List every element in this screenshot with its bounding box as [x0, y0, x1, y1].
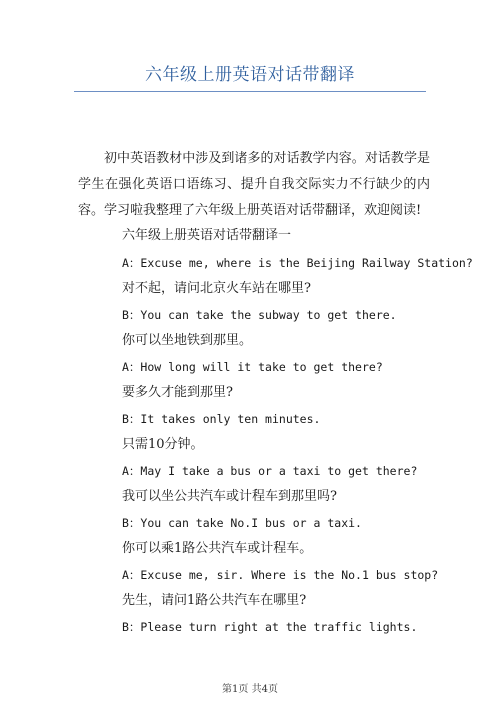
dialog-line-english: B：Please turn right at the traffic lights. [122, 620, 418, 634]
dialog-line-chinese: 先生，请问1路公共汽车在哪里? [122, 593, 307, 608]
dialog-line-english: B：You can take No.I bus or a taxi. [122, 516, 362, 530]
dialog-line-chinese: 你可以乘1路公共汽车或计程车。 [122, 541, 313, 556]
dialog-line-english: A：Excuse me, sir. Where is the No.1 bus stop? [122, 568, 439, 582]
dialog-line-english: A：How long will it take to get there? [122, 360, 383, 374]
page-number-footer: 第1页 共4页 [222, 684, 278, 695]
dialog-line-english: A：May I take a bus or a taxi to get there? [122, 464, 418, 478]
dialog-line-english: B：You can take the subway to get there. [122, 308, 397, 322]
dialog-line-chinese: 只需10分钟。 [122, 437, 204, 452]
dialog-line-english: B：It takes only ten minutes. [122, 412, 321, 426]
dialog-line-english: A：Excuse me, where is the Beijing Railway Station? [122, 256, 473, 270]
page-title: 六年级上册英语对话带翻译 [145, 65, 355, 85]
section-heading: 六年级上册英语对话带翻译一 [122, 228, 292, 243]
dialog-line-chinese: 我可以坐公共汽车或计程车到那里吗? [122, 489, 337, 504]
intro-text: 初中英语教材中涉及到诸多的对话教学内容。对话教学是学生在强化英语口语练习、提升自我交际实力不行缺少的内容。学习啦我整理了六年级上册英语对话带翻译，欢迎阅读! [78, 151, 430, 218]
dialog-line-chinese: 你可以坐地铁到那里。 [122, 333, 253, 348]
dialog-line-chinese: 要多久才能到那里? [122, 385, 233, 400]
dialog-line-chinese: 对不起，请问北京火车站在哪里? [122, 281, 311, 296]
